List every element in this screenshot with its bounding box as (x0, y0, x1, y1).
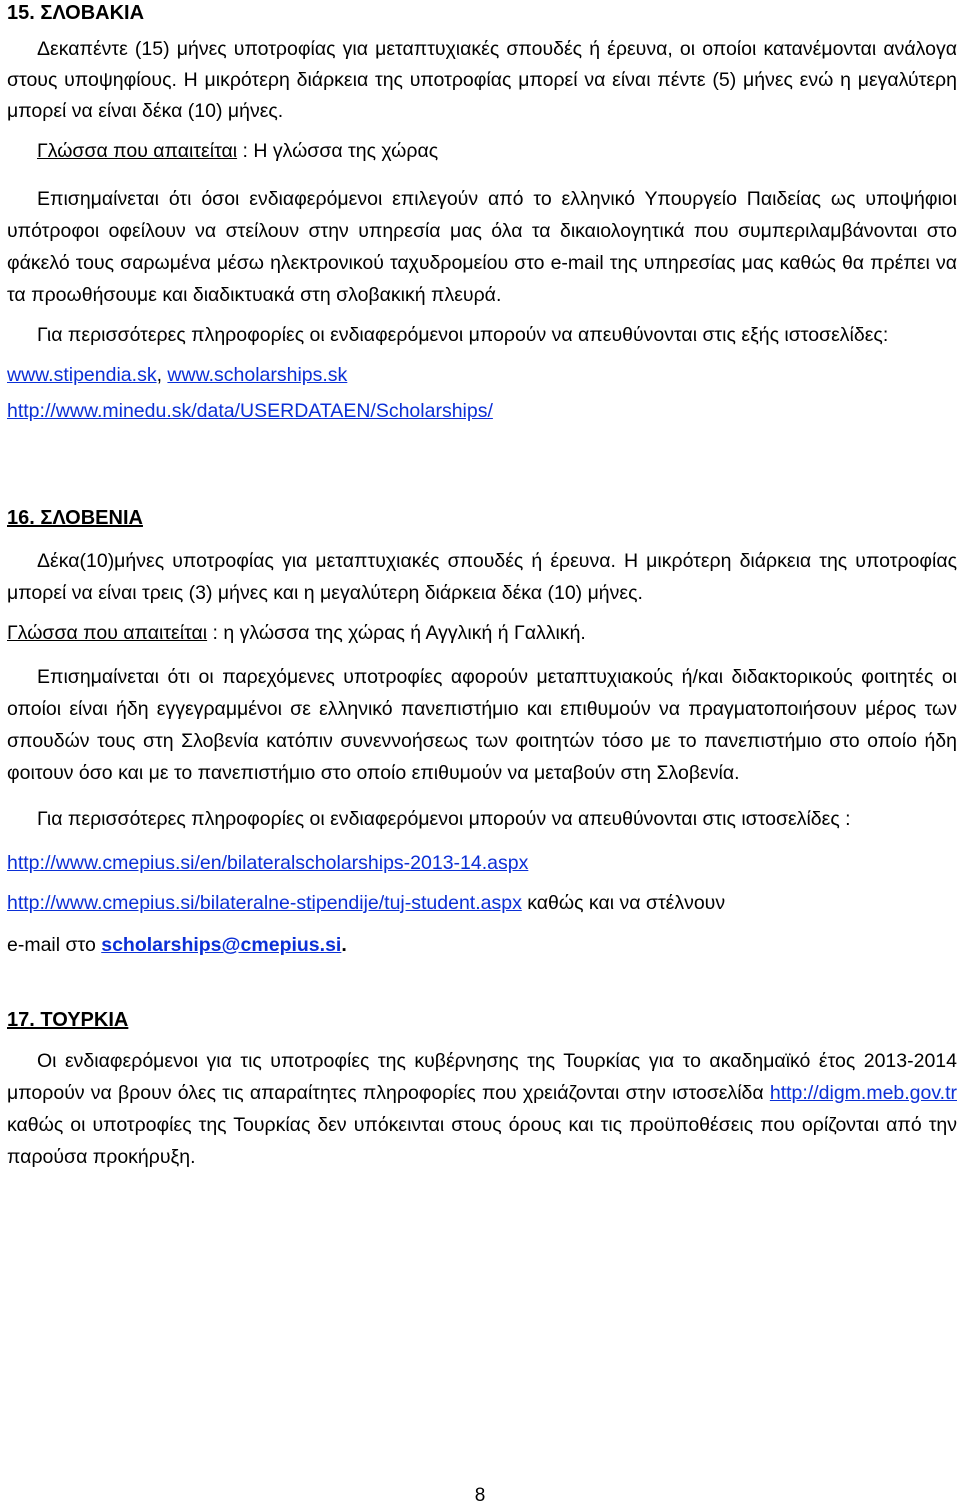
section-16-heading (7, 505, 957, 531)
page-number: 8 (474, 1485, 486, 1506)
language-value: : η γλώσσα της χώρας ή Αγγλική ή Γαλλική. (207, 622, 586, 644)
section-16-intro: Δέκα(10)μήνες υποτροφίας για μεταπτυχιακές σπουδές ή έρευνα. Η μικρότερη διάρκεια της υποτροφίας μπορεί να είναι τρεις (3) μήνες και η μεγαλύτερη διάρκεια δέκα (10) μήνες. (7, 550, 957, 604)
section-15-links (7, 359, 957, 391)
section-16-more-info: Για περισσότερες πληροφορίες οι ενδιαφερόμενοι μπορούν να απευθύνονται στις ιστοσελίδες : (37, 808, 851, 830)
section-15-language (7, 135, 957, 167)
link-cmepius-en[interactable]: http://www.cmepius.si/en/bilateralscholarships-2013-14.aspx (7, 852, 529, 874)
section-16-email (7, 929, 957, 961)
section-16-link-1 (7, 847, 957, 879)
section-17-heading (7, 1007, 957, 1033)
language-label: Γλώσσα που απαιτείται (7, 622, 208, 644)
section-17-text-after: καθώς οι υποτροφίες της Τουρκίας δεν υπόκεινται στους όρους και τις προϋποθέσεις που ορίζονται από την παρούσα προκήρυξη. (7, 1114, 957, 1168)
section-16-heading-text: 16. ΣΛΟΒΕΝΙΑ (7, 507, 143, 529)
email-prefix: e-mail στο (7, 934, 102, 956)
section-16-link-2 (7, 887, 957, 919)
link-separator: , (156, 364, 168, 386)
link-scholarships[interactable]: www.scholarships.sk (167, 364, 348, 386)
section-15-note: Επισημαίνεται ότι όσοι ενδιαφερόμενοι επιλεγούν από το ελληνικό Υπουργείο Παιδείας ως υποψήφιοι υπότροφοι οφείλουν να στείλουν στην υπηρεσία μας όλα τα δικαιολογητικά που συμπεριλαμβάνονται στο φάκελό τους σαρωμένα μέσω ηλεκτρονικού ταχυδρομείου στο e-mail της υπηρεσίας μας καθώς θα πρέπει να τα προωθήσουμε και διαδικτυακά στη σλοβακική πλευρά. (7, 188, 957, 306)
link-minedu[interactable]: http://www.minedu.sk/data/USERDATAEN/Scholarships/ (7, 400, 493, 422)
email-suffix: . (341, 934, 347, 956)
language-label: Γλώσσα που απαιτείται (37, 140, 238, 162)
section-17-heading-text: 17. ΤΟΥΡΚΙΑ (7, 1009, 129, 1031)
section-17-text (7, 1045, 957, 1173)
email-link[interactable]: scholarships@cmepius.si (101, 934, 342, 956)
language-value: : Η γλώσσα της χώρας (237, 140, 439, 162)
section-16-language (7, 617, 957, 649)
section-17-text-before: Οι ενδιαφερόμενοι για τις υποτροφίες της κυβέρνησης της Τουρκίας για το ακαδημαϊκό έτος 2013-2014 μπορούν να βρουν όλες τις απαραίτητες πληροφορίες που χρειάζονται στην ιστοσελίδα (7, 1050, 957, 1104)
link-digm-meb[interactable]: http://digm.meb.gov.tr (769, 1082, 957, 1104)
link-2-after-text: καθώς και να στέλνουν (521, 892, 726, 914)
section-15-more-info: Για περισσότερες πληροφορίες οι ενδιαφερόμενοι μπορούν να απευθύνονται στις εξής ιστοσελίδες: (37, 324, 889, 346)
section-16-note: Επισημαίνεται ότι οι παρεχόμενες υποτροφίες αφορούν μεταπτυχιακούς ή/και διδακτορικούς φοιτητές οι οποίοι είναι ήδη εγγεγραμμένοι σε ελληνικό πανεπιστήμιο και επιθυμούν να πραγματοποιήσουν μέρος των σπουδών τους στη Σλοβενία κατόπιν συνεννοήσεως των φοιτητών τόσο με το πανεπιστήμιο στο οποίο ήδη φοιτουν όσο και με το πανεπιστήμιο στο οποίο επιθυμούν να μεταβούν στη Σλοβενία. (7, 666, 957, 784)
link-stipendia[interactable]: www.stipendia.sk (7, 364, 157, 386)
link-cmepius-si[interactable]: http://www.cmepius.si/bilateralne-stipendije/tuj-student.aspx (7, 892, 522, 914)
document-page (7, 0, 957, 1173)
section-15-intro: Δεκαπέντε (15) μήνες υποτροφίας για μεταπτυχιακές σπουδές ή έρευνα, οι οποίοι κατανέμονται ανάλογα στους υποψηφίους. Η μικρότερη διάρκεια της υποτροφίας μπορεί να είναι πέντε (5) μήνες ενώ η μεγαλύτερη μπορεί να είναι δέκα (10) μήνες. (7, 38, 957, 122)
section-15-link-minedu (7, 395, 957, 427)
section-15-heading: 15. ΣΛΟΒΑΚΙΑ (7, 2, 145, 24)
